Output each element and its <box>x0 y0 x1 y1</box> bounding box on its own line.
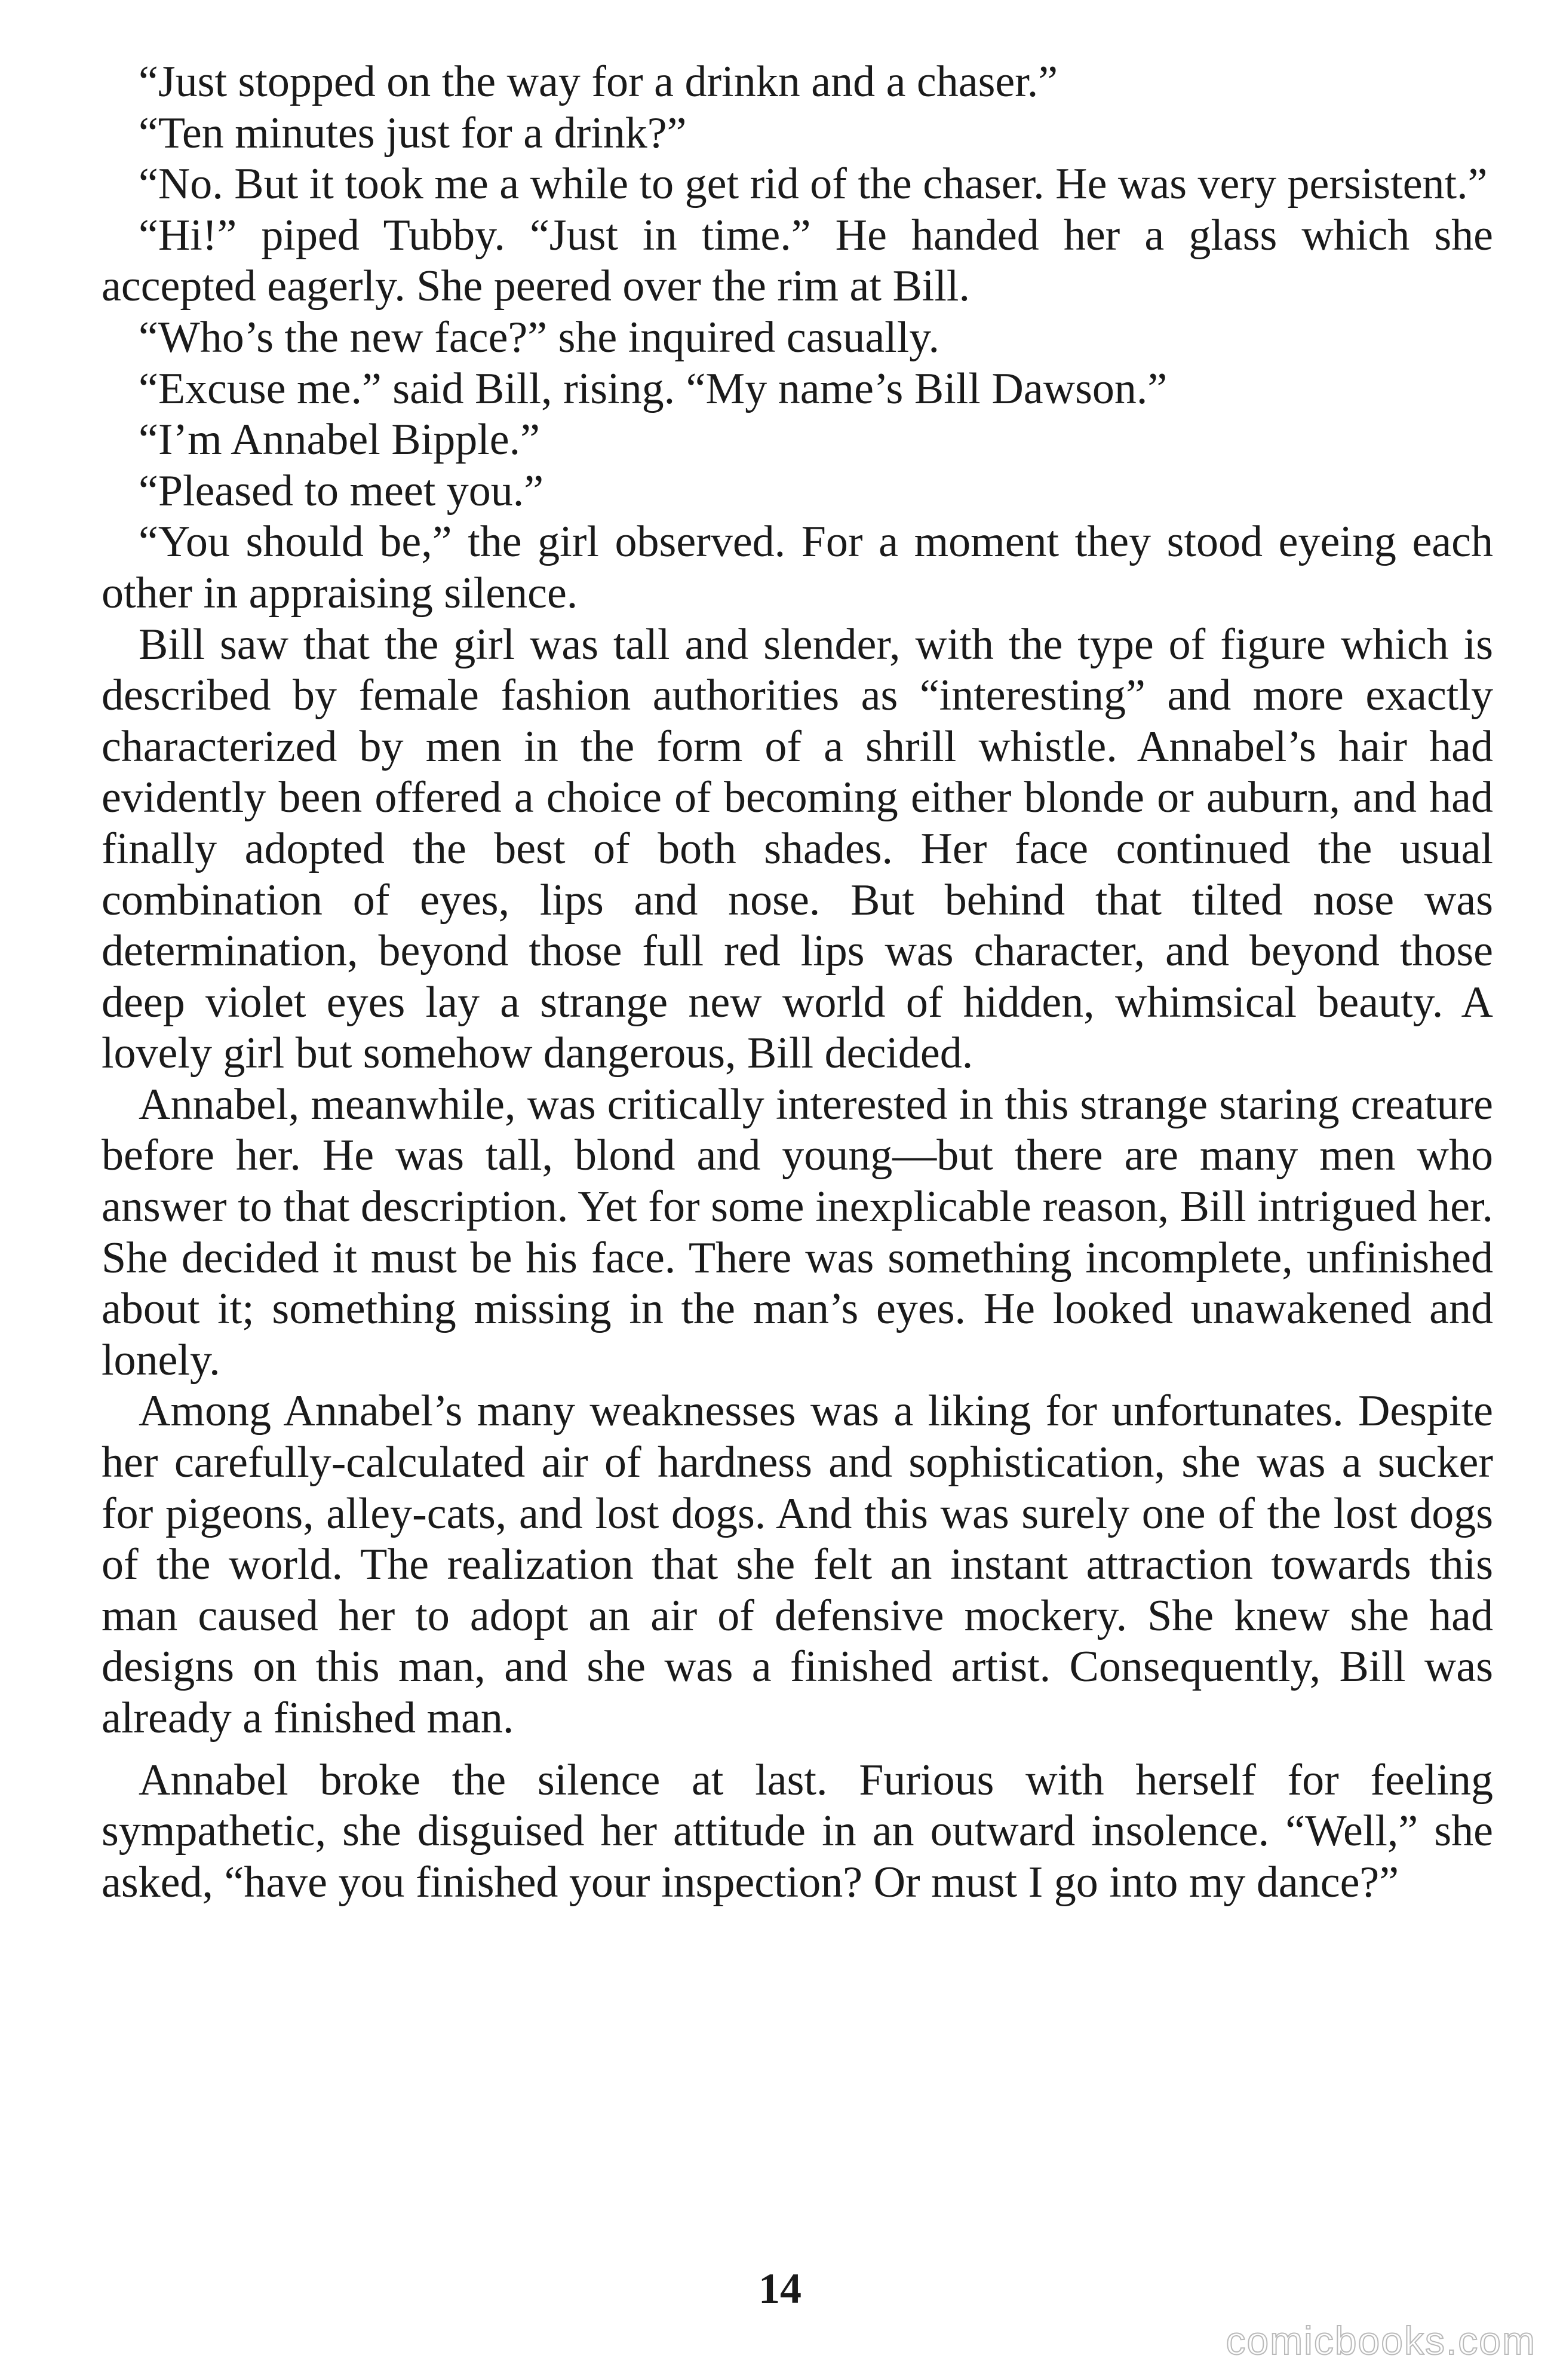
paragraph: Annabel, meanwhile, was critically interested in this strange staring creature before her. He was tall, blond and young—but there are many men who answer to that description. Yet for some inexplicable reason, Bill intrigued her. She decided it must be his face. There was something incomplete, unfinished about it; something missing in the man’s eyes. He looked unawakened and lonely. <box>102 1079 1493 1385</box>
paragraph: “Who’s the new face?” she inquired casually. <box>139 312 939 362</box>
paragraph: “Pleased to meet you.” <box>139 466 544 516</box>
paragraph: “I’m Annabel Bipple.” <box>139 415 540 465</box>
page-number: 14 <box>758 2265 802 2312</box>
paragraph: “Excuse me.” said Bill, rising. “My name’s Bill Dawson.” <box>139 364 1168 413</box>
paragraph: “You should be,” the girl observed. For a moment they stood eyeing each other in appraising silence. <box>102 517 1493 618</box>
paragraph: “Ten minutes just for a drink?” <box>139 108 687 158</box>
paragraph: Bill saw that the girl was tall and slender, with the type of figure which is described by female fashion authorities as “interesting” and more exactly characterized by men in the form of a shrill whistle. Annabel’s hair had evidently been offered a choice of becoming either blonde or auburn, and had finally adopted the best of both shades. Her face continued the usual combination of eyes, lips and nose. But behind that tilted nose was determination, beyond those full red lips was character, and beyond those deep violet eyes lay a strange new world of hidden, whimsical beauty. A lovely girl but somehow dangerous, Bill decided. <box>102 619 1493 1078</box>
paragraph: “No. But it took me a while to get rid of the chaser. He was very persistent.” <box>139 160 1488 209</box>
paragraph: Among Annabel’s many weaknesses was a liking for unfortunates. Despite her carefully-calculated air of hardness and sophistication, she was a sucker for pigeons, alley-cats, and lost dogs. And this was surely one of the lost dogs of the world. The realization that she felt an instant attraction towards this man caused her to adopt an air of defensive mockery. She knew she had designs on this man, and she was a finished artist. Consequently, Bill was already a finished man. <box>102 1387 1493 1743</box>
watermark: comicbooks.com <box>1226 2318 1536 2363</box>
paragraph: Annabel broke the silence at last. Furious with herself for feeling sympathetic, she disguised her attitude in an outward insolence. “Well,” she asked, “have you finished your inspection? Or must I go into my dance?” <box>102 1755 1493 1907</box>
paragraph: “Just stopped on the way for a drinkn and a chaser.” <box>139 57 1058 106</box>
page-body <box>102 57 1493 1908</box>
paragraph: “Hi!” piped Tubby. “Just in time.” He handed her a glass which she accepted eagerly. She peered over the rim at Bill. <box>102 210 1493 311</box>
